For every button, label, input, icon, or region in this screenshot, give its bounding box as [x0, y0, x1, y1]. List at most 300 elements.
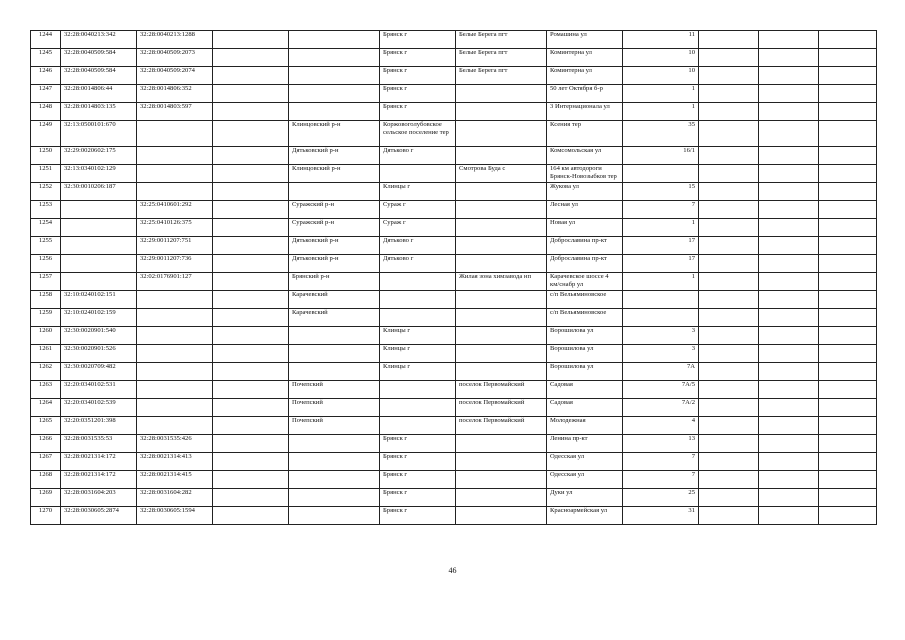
extra-cell-1: [699, 273, 759, 291]
locality-cell: [456, 201, 547, 219]
blank-cell: [213, 255, 289, 273]
house-number-cell: 7А: [623, 363, 699, 381]
row-number-cell: 1262: [31, 363, 61, 381]
district-cell: Суражский р-н: [289, 219, 380, 237]
extra-cell-1: [699, 471, 759, 489]
locality-cell: поселок Первомайский: [456, 417, 547, 435]
extra-cell-1: [699, 507, 759, 525]
district-cell: [289, 453, 380, 471]
object-number-cell: [137, 121, 213, 147]
row-number-cell: 1244: [31, 31, 61, 49]
row-number-cell: 1268: [31, 471, 61, 489]
object-number-cell: 32:29:0011207:736: [137, 255, 213, 273]
extra-cell-2: [759, 201, 819, 219]
extra-cell-3: [819, 363, 877, 381]
cadastral-number-cell: 32:30:0020901:526: [61, 345, 137, 363]
extra-cell-2: [759, 49, 819, 67]
row-number-cell: 1256: [31, 255, 61, 273]
locality-cell: Белые Берега пгт: [456, 67, 547, 85]
cadastral-number-cell: 32:28:0014803:135: [61, 103, 137, 121]
extra-cell-2: [759, 273, 819, 291]
cadastral-number-cell: 32:28:0030605:2874: [61, 507, 137, 525]
house-number-cell: 1: [623, 273, 699, 291]
district-cell: [289, 103, 380, 121]
street-cell: Ворошилова ул: [547, 345, 623, 363]
locality-cell: [456, 435, 547, 453]
row-number-cell: 1253: [31, 201, 61, 219]
district-cell: Почепский: [289, 417, 380, 435]
extra-cell-3: [819, 103, 877, 121]
locality-cell: Смотрова Буда с: [456, 165, 547, 183]
cadastral-number-cell: [61, 273, 137, 291]
house-number-cell: [623, 165, 699, 183]
row-number-cell: 1257: [31, 273, 61, 291]
object-number-cell: 32:28:0040213:1288: [137, 31, 213, 49]
locality-cell: [456, 219, 547, 237]
locality-cell: [456, 291, 547, 309]
settlement-cell: Сураж г: [380, 201, 456, 219]
cadastral-number-cell: [61, 237, 137, 255]
blank-cell: [213, 31, 289, 49]
house-number-cell: 3: [623, 345, 699, 363]
table-row: [31, 345, 877, 363]
settlement-cell: Брянск г: [380, 453, 456, 471]
district-cell: Суражский р-н: [289, 201, 380, 219]
row-number-cell: 1270: [31, 507, 61, 525]
table-row: [31, 309, 877, 327]
object-number-cell: 32:28:0021314:413: [137, 453, 213, 471]
extra-cell-1: [699, 147, 759, 165]
locality-cell: [456, 363, 547, 381]
blank-cell: [213, 291, 289, 309]
street-cell: Коминтерна ул: [547, 67, 623, 85]
table-row: [31, 237, 877, 255]
extra-cell-3: [819, 237, 877, 255]
object-number-cell: 32:28:0021314:415: [137, 471, 213, 489]
locality-cell: [456, 147, 547, 165]
settlement-cell: Клинцы г: [380, 183, 456, 201]
house-number-cell: 1: [623, 219, 699, 237]
cadastral-number-cell: 32:28:0014806:44: [61, 85, 137, 103]
street-cell: Жукова ул: [547, 183, 623, 201]
settlement-cell: Клинцы г: [380, 345, 456, 363]
table-row: [31, 121, 877, 147]
house-number-cell: 7: [623, 471, 699, 489]
house-number-cell: 17: [623, 255, 699, 273]
table-row: [31, 103, 877, 121]
object-number-cell: 32:28:0014803:597: [137, 103, 213, 121]
street-cell: Садовая: [547, 381, 623, 399]
extra-cell-3: [819, 345, 877, 363]
object-number-cell: 32:28:0014806:352: [137, 85, 213, 103]
street-cell: Дуки ул: [547, 489, 623, 507]
settlement-cell: [380, 273, 456, 291]
cadastral-number-cell: 32:30:0010206:187: [61, 183, 137, 201]
settlement-cell: Брянск г: [380, 31, 456, 49]
extra-cell-3: [819, 31, 877, 49]
district-cell: [289, 489, 380, 507]
house-number-cell: 7: [623, 201, 699, 219]
blank-cell: [213, 489, 289, 507]
settlement-cell: [380, 381, 456, 399]
cadastral-number-cell: [61, 255, 137, 273]
extra-cell-2: [759, 183, 819, 201]
extra-cell-2: [759, 165, 819, 183]
locality-cell: [456, 453, 547, 471]
object-number-cell: 32:28:0040509:2074: [137, 67, 213, 85]
extra-cell-1: [699, 345, 759, 363]
cadastral-number-cell: 32:10:0240102:151: [61, 291, 137, 309]
locality-cell: [456, 327, 547, 345]
object-number-cell: [137, 165, 213, 183]
settlement-cell: Клинцы г: [380, 327, 456, 345]
extra-cell-1: [699, 327, 759, 345]
house-number-cell: 7: [623, 453, 699, 471]
district-cell: [289, 49, 380, 67]
table-row: [31, 183, 877, 201]
house-number-cell: 11: [623, 31, 699, 49]
settlement-cell: Дятьково г: [380, 237, 456, 255]
district-cell: Карачевский: [289, 309, 380, 327]
settlement-cell: Брянск г: [380, 489, 456, 507]
extra-cell-2: [759, 103, 819, 121]
extra-cell-1: [699, 363, 759, 381]
street-cell: Комсомольская ул: [547, 147, 623, 165]
settlement-cell: Клинцы г: [380, 363, 456, 381]
house-number-cell: 1: [623, 85, 699, 103]
row-number-cell: 1267: [31, 453, 61, 471]
row-number-cell: 1247: [31, 85, 61, 103]
extra-cell-1: [699, 219, 759, 237]
document-sheet: [30, 30, 876, 525]
table-row: [31, 471, 877, 489]
table-row: [31, 291, 877, 309]
street-cell: с/п Вельяминовское: [547, 291, 623, 309]
table-body: [31, 31, 877, 525]
row-number-cell: 1265: [31, 417, 61, 435]
extra-cell-2: [759, 345, 819, 363]
street-cell: Карачевское шоссе 4 км/снабр ул: [547, 273, 623, 291]
cadastral-number-cell: 32:28:0021314:172: [61, 453, 137, 471]
settlement-cell: [380, 291, 456, 309]
extra-cell-1: [699, 85, 759, 103]
cadastral-number-cell: 32:20:0351201:398: [61, 417, 137, 435]
locality-cell: [456, 103, 547, 121]
extra-cell-2: [759, 507, 819, 525]
extra-cell-2: [759, 489, 819, 507]
extra-cell-3: [819, 471, 877, 489]
locality-cell: [456, 85, 547, 103]
blank-cell: [213, 183, 289, 201]
extra-cell-3: [819, 49, 877, 67]
street-cell: Молодежная: [547, 417, 623, 435]
cadastral-number-cell: 32:30:0020709:482: [61, 363, 137, 381]
locality-cell: поселок Первомайский: [456, 399, 547, 417]
house-number-cell: [623, 291, 699, 309]
extra-cell-1: [699, 237, 759, 255]
blank-cell: [213, 471, 289, 489]
table-row: [31, 147, 877, 165]
extra-cell-1: [699, 435, 759, 453]
district-cell: Клинцовский р-н: [289, 165, 380, 183]
extra-cell-1: [699, 201, 759, 219]
district-cell: Дятьковский р-н: [289, 237, 380, 255]
object-number-cell: 32:25:0410126:375: [137, 219, 213, 237]
cadastral-number-cell: 32:13:0500101:670: [61, 121, 137, 147]
blank-cell: [213, 381, 289, 399]
locality-cell: [456, 309, 547, 327]
cadastral-number-cell: 32:20:0340102:531: [61, 381, 137, 399]
extra-cell-2: [759, 219, 819, 237]
district-cell: Карачевский: [289, 291, 380, 309]
house-number-cell: 17: [623, 237, 699, 255]
street-cell: Ромашина ул: [547, 31, 623, 49]
district-cell: Дятьковский р-н: [289, 255, 380, 273]
street-cell: Ленина пр-кт: [547, 435, 623, 453]
extra-cell-1: [699, 49, 759, 67]
street-cell: 3 Интернационала ул: [547, 103, 623, 121]
locality-cell: Белые Берега пгт: [456, 31, 547, 49]
blank-cell: [213, 453, 289, 471]
district-cell: [289, 327, 380, 345]
object-number-cell: 32:25:0410601:292: [137, 201, 213, 219]
extra-cell-2: [759, 417, 819, 435]
settlement-cell: Брянск г: [380, 67, 456, 85]
locality-cell: поселок Первомайский: [456, 381, 547, 399]
extra-cell-1: [699, 417, 759, 435]
street-cell: Одесская ул: [547, 453, 623, 471]
locality-cell: [456, 255, 547, 273]
table-row: [31, 273, 877, 291]
table-row: [31, 381, 877, 399]
object-number-cell: [137, 327, 213, 345]
district-cell: [289, 85, 380, 103]
cadastral-number-cell: 32:28:0021314:172: [61, 471, 137, 489]
row-number-cell: 1269: [31, 489, 61, 507]
settlement-cell: Дятьково г: [380, 147, 456, 165]
blank-cell: [213, 165, 289, 183]
settlement-cell: [380, 399, 456, 417]
extra-cell-3: [819, 453, 877, 471]
street-cell: Садовая: [547, 399, 623, 417]
blank-cell: [213, 103, 289, 121]
blank-cell: [213, 309, 289, 327]
table-row: [31, 219, 877, 237]
house-number-cell: 13: [623, 435, 699, 453]
extra-cell-3: [819, 219, 877, 237]
house-number-cell: 25: [623, 489, 699, 507]
row-number-cell: 1260: [31, 327, 61, 345]
row-number-cell: 1251: [31, 165, 61, 183]
extra-cell-2: [759, 255, 819, 273]
blank-cell: [213, 399, 289, 417]
extra-cell-3: [819, 291, 877, 309]
street-cell: Ворошилова ул: [547, 327, 623, 345]
locality-cell: [456, 489, 547, 507]
object-number-cell: [137, 291, 213, 309]
object-number-cell: 32:28:0031535:426: [137, 435, 213, 453]
district-cell: [289, 435, 380, 453]
district-cell: [289, 507, 380, 525]
extra-cell-3: [819, 327, 877, 345]
extra-cell-2: [759, 363, 819, 381]
blank-cell: [213, 219, 289, 237]
table-row: [31, 399, 877, 417]
settlement-cell: Дятьково г: [380, 255, 456, 273]
extra-cell-3: [819, 85, 877, 103]
object-number-cell: 32:28:0030605:1594: [137, 507, 213, 525]
house-number-cell: 35: [623, 121, 699, 147]
blank-cell: [213, 85, 289, 103]
table-row: [31, 363, 877, 381]
cadastral-number-cell: 32:20:0340102:539: [61, 399, 137, 417]
locality-cell: [456, 345, 547, 363]
extra-cell-3: [819, 489, 877, 507]
extra-cell-2: [759, 31, 819, 49]
house-number-cell: 4: [623, 417, 699, 435]
district-cell: Клинцовский р-н: [289, 121, 380, 147]
table-row: [31, 417, 877, 435]
extra-cell-3: [819, 165, 877, 183]
object-number-cell: [137, 147, 213, 165]
row-number-cell: 1255: [31, 237, 61, 255]
table-row: [31, 85, 877, 103]
extra-cell-2: [759, 85, 819, 103]
street-cell: Красноармейская ул: [547, 507, 623, 525]
house-number-cell: [623, 309, 699, 327]
row-number-cell: 1258: [31, 291, 61, 309]
object-number-cell: [137, 345, 213, 363]
extra-cell-1: [699, 183, 759, 201]
street-cell: Одесская ул: [547, 471, 623, 489]
blank-cell: [213, 67, 289, 85]
extra-cell-2: [759, 381, 819, 399]
extra-cell-3: [819, 183, 877, 201]
object-number-cell: 32:28:0040509:2073: [137, 49, 213, 67]
cadastral-number-cell: 32:13:0340102:129: [61, 165, 137, 183]
blank-cell: [213, 363, 289, 381]
street-cell: Ксения тер: [547, 121, 623, 147]
table-row: [31, 165, 877, 183]
row-number-cell: 1249: [31, 121, 61, 147]
row-number-cell: 1252: [31, 183, 61, 201]
row-number-cell: 1246: [31, 67, 61, 85]
blank-cell: [213, 121, 289, 147]
cadastral-number-cell: 32:28:0031604:203: [61, 489, 137, 507]
blank-cell: [213, 201, 289, 219]
locality-cell: Белые Берега пгт: [456, 49, 547, 67]
district-cell: Почепский: [289, 399, 380, 417]
settlement-cell: Коржовоголубовское сельское поселение тер: [380, 121, 456, 147]
house-number-cell: 1: [623, 103, 699, 121]
district-cell: [289, 183, 380, 201]
blank-cell: [213, 345, 289, 363]
extra-cell-2: [759, 147, 819, 165]
object-number-cell: [137, 363, 213, 381]
object-number-cell: [137, 381, 213, 399]
street-cell: Лесная ул: [547, 201, 623, 219]
settlement-cell: Брянск г: [380, 471, 456, 489]
street-cell: 50 лет Октября б-р: [547, 85, 623, 103]
table-row: [31, 453, 877, 471]
street-cell: Доброславина пр-кт: [547, 237, 623, 255]
locality-cell: [456, 237, 547, 255]
extra-cell-1: [699, 453, 759, 471]
locality-cell: [456, 471, 547, 489]
settlement-cell: Брянск г: [380, 85, 456, 103]
extra-cell-1: [699, 255, 759, 273]
table-row: [31, 489, 877, 507]
house-number-cell: 31: [623, 507, 699, 525]
blank-cell: [213, 147, 289, 165]
row-number-cell: 1245: [31, 49, 61, 67]
row-number-cell: 1254: [31, 219, 61, 237]
extra-cell-2: [759, 309, 819, 327]
extra-cell-1: [699, 103, 759, 121]
blank-cell: [213, 327, 289, 345]
district-cell: [289, 471, 380, 489]
extra-cell-3: [819, 381, 877, 399]
settlement-cell: Брянск г: [380, 435, 456, 453]
object-number-cell: 32:29:0011207:751: [137, 237, 213, 255]
cadastral-number-cell: [61, 201, 137, 219]
blank-cell: [213, 49, 289, 67]
extra-cell-1: [699, 31, 759, 49]
row-number-cell: 1248: [31, 103, 61, 121]
extra-cell-3: [819, 273, 877, 291]
settlement-cell: [380, 165, 456, 183]
object-number-cell: [137, 183, 213, 201]
cadastral-number-cell: 32:29:0020602:175: [61, 147, 137, 165]
extra-cell-3: [819, 147, 877, 165]
table-row: [31, 31, 877, 49]
locality-cell: [456, 121, 547, 147]
table-row: [31, 435, 877, 453]
cadastral-number-cell: 32:28:0031535:53: [61, 435, 137, 453]
extra-cell-2: [759, 67, 819, 85]
table-row: [31, 67, 877, 85]
extra-cell-1: [699, 381, 759, 399]
extra-cell-3: [819, 67, 877, 85]
house-number-cell: 7А/5: [623, 381, 699, 399]
district-cell: [289, 67, 380, 85]
extra-cell-1: [699, 309, 759, 327]
locality-cell: Жилая зона химзавода нп: [456, 273, 547, 291]
blank-cell: [213, 237, 289, 255]
district-cell: Брянский р-н: [289, 273, 380, 291]
settlement-cell: Брянск г: [380, 507, 456, 525]
street-cell: Новая ул: [547, 219, 623, 237]
row-number-cell: 1261: [31, 345, 61, 363]
row-number-cell: 1263: [31, 381, 61, 399]
settlement-cell: Брянск г: [380, 49, 456, 67]
table-row: [31, 201, 877, 219]
house-number-cell: 10: [623, 67, 699, 85]
row-number-cell: 1259: [31, 309, 61, 327]
street-cell: 164 км автодороги Брянск-Новозыбков тер: [547, 165, 623, 183]
object-number-cell: [137, 399, 213, 417]
district-cell: [289, 345, 380, 363]
extra-cell-3: [819, 309, 877, 327]
row-number-cell: 1264: [31, 399, 61, 417]
extra-cell-2: [759, 291, 819, 309]
house-number-cell: 16/1: [623, 147, 699, 165]
table-row: [31, 507, 877, 525]
extra-cell-2: [759, 453, 819, 471]
cadastral-number-cell: 32:10:0240102:159: [61, 309, 137, 327]
street-cell: Коминтерна ул: [547, 49, 623, 67]
extra-cell-2: [759, 471, 819, 489]
